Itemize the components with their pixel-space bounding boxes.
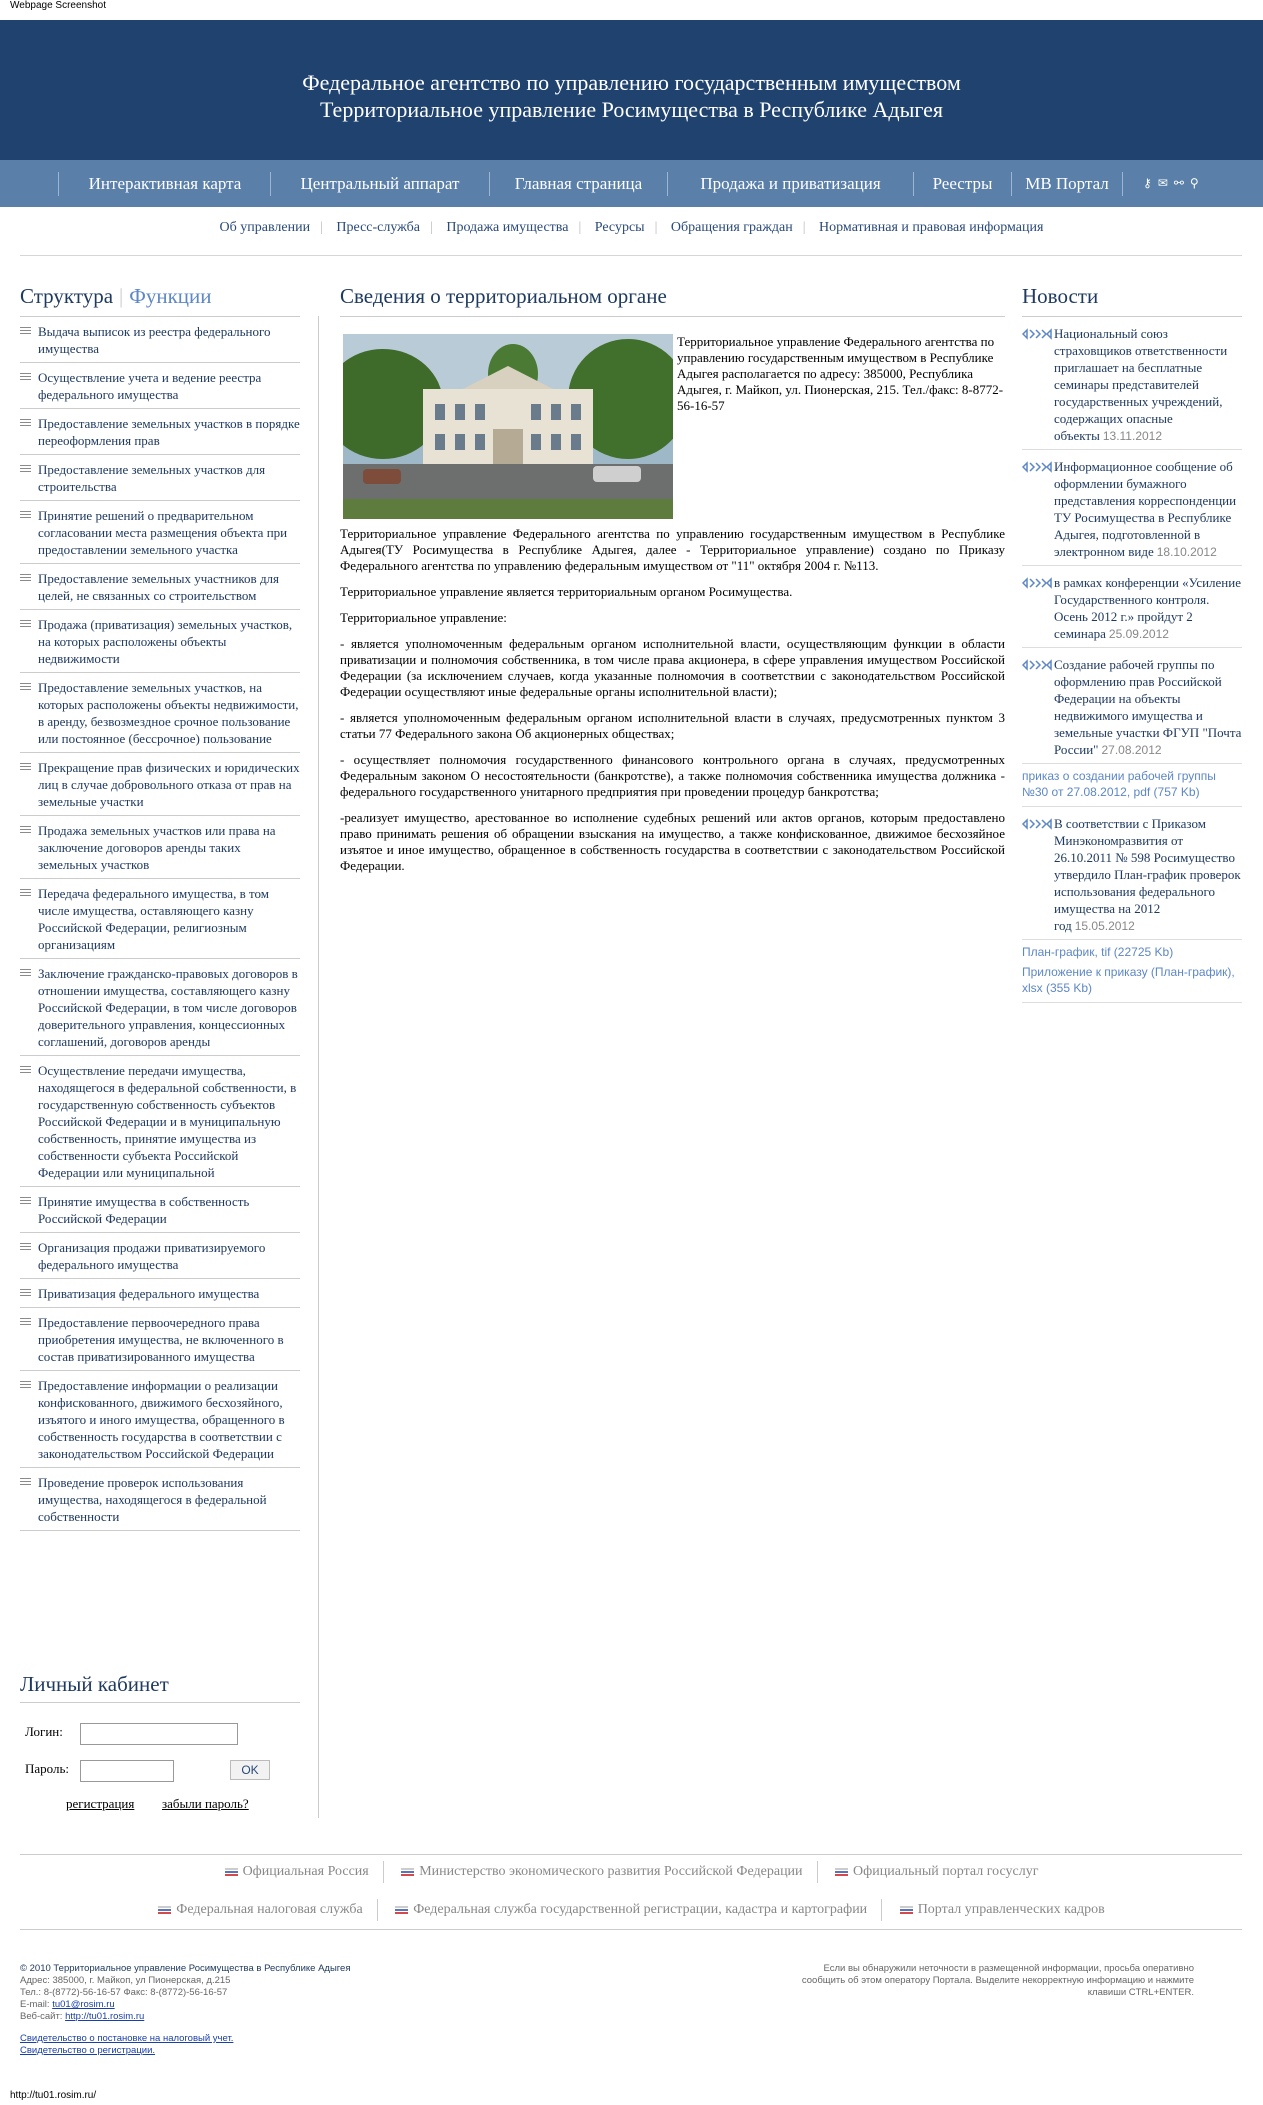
link-separator bbox=[881, 1899, 882, 1921]
list-icon bbox=[20, 620, 34, 667]
list-icon bbox=[20, 327, 34, 357]
sidebar-item[interactable] bbox=[20, 1056, 300, 1187]
address-text: Территориальное управление Федерального агентства по управлению государственным имуществом в Республике Адыгея располагается по адресу: 385000, Республика Адыгея, г. Майкоп, ул. Пионерская, 215. Тел./факс: 8-8772-56-16-57 bbox=[677, 334, 1004, 413]
about-text bbox=[340, 526, 1005, 884]
website-label: Веб-сайт: bbox=[20, 2011, 63, 2022]
list-icon bbox=[20, 511, 34, 558]
subnav-property-sale[interactable]: Продажа имущества bbox=[446, 220, 569, 235]
sidebar-item-label: Осуществление передачи имущества, находящегося в федеральной собственности, в государственную собственность субъектов Российской Федерации и в муниципальную собственность, принятие имущества из собственности субъекта Российской Федерации или муниципальной bbox=[38, 1063, 297, 1180]
sidebar-item-label: Осуществление учета и ведение реестра федерального имущества bbox=[38, 370, 262, 402]
main-content bbox=[340, 284, 1005, 873]
news-text bbox=[1054, 574, 1242, 643]
sidebar-item-label: Выдача выписок из реестра федерального имущества bbox=[38, 324, 271, 356]
link-separator bbox=[377, 1899, 378, 1921]
attachment-list bbox=[1022, 940, 1242, 1003]
news-text bbox=[1054, 815, 1242, 935]
paragraph: Территориальное управление Федерального агентства по управлению государственным имуществом в Республике Адыгея(ТУ Росимущества в Республике Адыгея, далее - Территориальное управление) создано по Приказу Федерального агентства по управлению федеральным имуществом от "11" октября 2004 г. №113. bbox=[340, 526, 1005, 573]
email-link[interactable]: tu01@rosim.ru bbox=[52, 1999, 115, 2010]
sidebar-item[interactable] bbox=[20, 455, 300, 501]
news-headline[interactable]: В соответствии с Приказом Минэкономразвития от 26.10.2011 № 598 Росимущество утвердило План-график проверок использования федерального имущества на 2012 год bbox=[1054, 816, 1241, 933]
news-headline[interactable]: Информационное сообщение об оформлении бумажного представления корреспонденции ТУ Росимущества в Республике Адыгея, подготовленной в электронном виде bbox=[1054, 459, 1237, 559]
partner-links-row2 bbox=[0, 1898, 1263, 1922]
tab-separator: | bbox=[119, 284, 124, 308]
registration-certificate-link[interactable]: Свидетельство о регистрации. bbox=[20, 2045, 156, 2056]
subnav-separator: | bbox=[430, 220, 433, 235]
link-official-russia[interactable] bbox=[211, 1864, 383, 1879]
flag-icon bbox=[835, 1868, 848, 1876]
news-item[interactable] bbox=[1022, 566, 1242, 648]
news-icon bbox=[1022, 460, 1054, 561]
divider bbox=[20, 1854, 1242, 1855]
link-label: Федеральная налоговая служба bbox=[176, 1902, 363, 1917]
sidebar-item-label: Принятие решений о предварительном согласовании места размещения объекта при предоставлении земельного участка bbox=[38, 508, 288, 557]
flag-icon bbox=[401, 1868, 414, 1876]
list-icon bbox=[20, 1197, 34, 1227]
list-icon bbox=[20, 1289, 34, 1302]
building-photo bbox=[343, 334, 673, 519]
attachment-link[interactable]: приказ о создании рабочей группы №30 от 27.08.2012, pdf (757 Kb) bbox=[1022, 769, 1216, 799]
news-item[interactable] bbox=[1022, 317, 1242, 450]
nav-interactive-map[interactable]: Интерактивная карта bbox=[88, 174, 242, 193]
sidebar-item-label: Приватизация федерального имущества bbox=[38, 1286, 260, 1301]
news-icon bbox=[1022, 327, 1054, 445]
link-tax-service[interactable] bbox=[144, 1902, 376, 1917]
attachment-link[interactable]: План-график, tif (22725 Kb) bbox=[1022, 945, 1174, 959]
list-icon bbox=[20, 1066, 34, 1181]
paragraph: Территориальное управление является территориальным органом Росимущества. bbox=[340, 584, 793, 599]
sidebar-item[interactable] bbox=[20, 1308, 300, 1371]
sidebar-item-label: Продажа (приватизация) земельных участков, на которых расположены объекты недвижимости bbox=[38, 617, 293, 666]
functions-list bbox=[20, 317, 300, 1531]
link-label: Официальный портал госуслуг bbox=[853, 1864, 1039, 1879]
link-separator bbox=[817, 1861, 818, 1883]
search-icon[interactable]: ⚲ bbox=[1189, 176, 1205, 190]
sidebar-item-label: Предоставление земельных участков, на которых расположены объекты недвижимости, в аренду, безвозмездное срочное пользование или постоянное (бессрочное) пользование bbox=[38, 680, 299, 746]
subnav-separator: | bbox=[802, 220, 806, 235]
nav-sale-privatization[interactable]: Продажа и приватизация bbox=[700, 174, 881, 193]
list-icon bbox=[20, 465, 34, 495]
password-label: Пароль: bbox=[25, 1761, 70, 1776]
news-headline[interactable]: Создание рабочей группы по оформлению прав Российской Федерации на объекты недвижимого имущества и земельные участки ФГУП "Почта России" bbox=[1054, 657, 1242, 757]
sidebar-item[interactable] bbox=[20, 564, 300, 610]
subnav-separator: | bbox=[654, 220, 658, 235]
subnav-about[interactable]: Об управлении bbox=[219, 220, 311, 235]
sidebar-item[interactable] bbox=[20, 1187, 300, 1233]
news-text bbox=[1054, 656, 1242, 759]
link-gosuslugi[interactable] bbox=[821, 1864, 1052, 1879]
list-icon bbox=[20, 1381, 34, 1462]
sidebar-item-label: Предоставление земельных участков для строительства bbox=[38, 462, 266, 494]
paragraph: - является уполномоченным федеральным органом исполнительной власти, осуществляющим функции в области приватизации и полномочия собственника, в том числе права акционера, в сфере управления имуществом Российской Федерации (за исключением случаев, когда указанные полномочия в соответствии с законодательством Российской Федерации осуществляют иные федеральные органы исполнительной власти); bbox=[340, 636, 1005, 699]
sidebar-item[interactable] bbox=[20, 409, 300, 455]
news-headline[interactable]: Национальный союз страховщиков ответственности приглашает на бесплатные семинары представителей государственных учреждений, содержащих опасные объекты bbox=[1054, 326, 1228, 443]
nav-central-office[interactable]: Центральный аппарат bbox=[300, 174, 460, 193]
paragraph: - осуществляет полномочия государственного финансового контрольного органа в случаях, предусмотренных Федеральным законом О несостоятельности (банкротстве), а также полномочия собственника имущества должника - федерального государственного унитарного предприятия при проведении процедур банкротства; bbox=[340, 752, 1005, 799]
sidebar-item-label: Предоставление первоочередного права приобретения имущества, не включенного в состав приватизированного имущества bbox=[38, 1315, 284, 1364]
flag-icon bbox=[395, 1906, 408, 1914]
window-title: Webpage Screenshot bbox=[10, 0, 106, 11]
main-nav bbox=[0, 160, 1263, 207]
divider bbox=[20, 255, 1242, 256]
link-label: Федеральная служба государственной регистрации, кадастра и картографии bbox=[413, 1902, 868, 1917]
nav-registries[interactable]: Реестры bbox=[932, 174, 993, 193]
news-date: 25.09.2012 bbox=[1108, 627, 1169, 641]
sitemap-icon[interactable]: ⚯ bbox=[1173, 176, 1190, 190]
divider bbox=[20, 1929, 1242, 1930]
sidebar-item[interactable] bbox=[20, 317, 300, 363]
list-icon bbox=[20, 373, 34, 403]
phone-line: Тел.: 8-(8772)-56-16-57 Факс: 8-(8772)-56-16-57 bbox=[20, 1987, 228, 1998]
news-date: 18.10.2012 bbox=[1156, 545, 1217, 559]
nav-mv-portal[interactable]: МВ Портал bbox=[1025, 174, 1109, 193]
subnav-press[interactable]: Пресс-служба bbox=[336, 220, 421, 235]
paragraph: - является уполномоченным федеральным органом исполнительной власти в случаях, предусмотренных пунктом 3 статьи 77 Федерального закона Об акционерных обществах; bbox=[340, 710, 1005, 741]
personal-cabinet bbox=[20, 1672, 300, 1811]
sidebar-item[interactable] bbox=[20, 816, 300, 879]
status-bar-url: http://tu01.rosim.ru/ bbox=[10, 2090, 97, 2101]
link-label: Министерство экономического развития Российской Федерации bbox=[419, 1864, 803, 1879]
password-input[interactable] bbox=[80, 1760, 174, 1782]
sidebar-item[interactable] bbox=[20, 673, 300, 753]
sidebar-item-label: Предоставление земельных участников для целей, не связанных со строительством bbox=[38, 571, 280, 603]
nav-separator bbox=[58, 172, 59, 196]
sidebar-item-label: Предоставление информации о реализации конфискованного, движимого бесхозяйного, изъятого и иного имущества, обращенного в собственность государства в соответствии с законодательством Российской Федерации bbox=[38, 1378, 285, 1461]
news-date: 15.05.2012 bbox=[1074, 919, 1135, 933]
list-icon bbox=[20, 1243, 34, 1273]
link-separator bbox=[383, 1861, 384, 1883]
sidebar-item-label: Принятие имущества в собственность Российской Федерации bbox=[38, 1194, 250, 1226]
partner-links-row1 bbox=[0, 1860, 1263, 1884]
news-icon bbox=[1022, 817, 1054, 935]
list-icon bbox=[20, 969, 34, 1050]
sidebar-item-label: Заключение гражданско-правовых договоров в отношении имущества, составляющего казну Российской Федерации, в том числе договоров доверительного управления, концессионных соглашений, договоров аренды bbox=[38, 966, 298, 1049]
key-icon[interactable]: ⚷ bbox=[1143, 176, 1158, 190]
flag-icon bbox=[158, 1906, 171, 1914]
copyright-text: © 2010 Территориальное управление Росимущества в Республике Адыгея bbox=[20, 1963, 351, 1974]
sidebar-item[interactable] bbox=[20, 1233, 300, 1279]
tab-functions[interactable]: Функции bbox=[129, 284, 212, 308]
login-input[interactable] bbox=[80, 1723, 238, 1745]
news-text bbox=[1054, 458, 1242, 561]
column-divider bbox=[318, 316, 319, 1818]
sidebar-item[interactable] bbox=[20, 879, 300, 959]
link-rosreestr[interactable] bbox=[381, 1902, 881, 1917]
news-sidebar bbox=[1022, 284, 1242, 1003]
news-item[interactable] bbox=[1022, 450, 1242, 566]
news-icon bbox=[1022, 576, 1054, 643]
attachment-link[interactable]: Приложение к приказу (План-график), xlsx (355 Kb) bbox=[1022, 965, 1235, 995]
news-date: 13.11.2012 bbox=[1102, 429, 1163, 443]
left-sidebar bbox=[20, 284, 300, 1531]
site-header bbox=[0, 20, 1263, 160]
cabinet-title: Личный кабинет bbox=[20, 1672, 300, 1703]
flag-icon bbox=[225, 1868, 238, 1876]
sidebar-item-label: Проведение проверок использования имущества, находящегося в федеральной собственности bbox=[38, 1475, 267, 1524]
sidebar-item[interactable] bbox=[20, 753, 300, 816]
subnav-separator: | bbox=[578, 220, 582, 235]
list-icon bbox=[20, 683, 34, 747]
footer-contacts bbox=[20, 1963, 520, 2057]
news-item[interactable] bbox=[1022, 648, 1242, 764]
sidebar-tabs bbox=[20, 284, 300, 317]
sidebar-item[interactable] bbox=[20, 1279, 300, 1308]
paragraph: Территориальное управление: bbox=[340, 610, 507, 625]
error-report-notice: Если вы обнаружили неточности в размещенной информации, просьба оперативно сообщить об этом оператору Портала. Выделите некорректную информацию и нажмите клавиши CTRL+ENTER. bbox=[801, 1963, 1194, 1998]
nav-home[interactable]: Главная страница bbox=[514, 174, 643, 193]
subnav-legal-info[interactable]: Нормативная и правовая информация bbox=[819, 220, 1044, 235]
email-line bbox=[20, 1999, 520, 2011]
sidebar-item[interactable] bbox=[20, 1468, 300, 1531]
news-icon bbox=[1022, 658, 1054, 759]
link-label: Официальная Россия bbox=[242, 1864, 369, 1879]
header-title-line1: Федеральное агентство по управлению государственным имуществом bbox=[302, 70, 961, 95]
sub-nav bbox=[0, 220, 1263, 236]
tax-registration-link[interactable]: Свидетельство о постановке на налоговый учет. bbox=[20, 2033, 234, 2044]
address-line: Адрес: 385000, г. Майкоп, ул Пионерская, д.215 bbox=[20, 1975, 231, 1986]
register-link[interactable]: регистрация bbox=[66, 1796, 135, 1811]
paragraph: -реализует имущество, арестованное во исполнение судебных решений или актов органов, которым предоставлено право принимать решения об обращении взыскания на имущество, а также конфискованное, движимое бесхозяйное изъятое и иное имущество, обращенное в собственность государства в соответствии с законодательством Российской Федерации. bbox=[340, 810, 1005, 873]
email-label: E-mail: bbox=[20, 1999, 50, 2010]
list-icon bbox=[20, 826, 34, 873]
page-title: Сведения о территориальном органе bbox=[340, 284, 1005, 317]
link-label: Портал управленческих кадров bbox=[917, 1902, 1105, 1917]
news-text bbox=[1054, 325, 1242, 445]
link-ministry-economy[interactable] bbox=[387, 1864, 816, 1879]
list-icon bbox=[20, 419, 34, 449]
list-icon bbox=[20, 574, 34, 604]
flag-icon bbox=[900, 1906, 913, 1914]
news-date: 27.08.2012 bbox=[1101, 743, 1162, 757]
tab-structure[interactable]: Структура bbox=[20, 284, 114, 308]
sidebar-item-label: Продажа земельных участков или права на заключение договоров аренды таких земельных участков bbox=[38, 823, 276, 872]
nav-icons bbox=[1143, 160, 1205, 207]
sidebar-item-label: Предоставление земельных участков в порядке переоформления прав bbox=[38, 416, 300, 448]
link-management-personnel[interactable] bbox=[886, 1902, 1119, 1917]
sidebar-item[interactable] bbox=[20, 501, 300, 564]
sidebar-item[interactable] bbox=[20, 959, 300, 1056]
header-title-line2: Территориальное управление Росимущества в Республике Адыгея bbox=[319, 97, 944, 122]
website-line bbox=[20, 2011, 520, 2023]
subnav-resources[interactable]: Ресурсы bbox=[594, 220, 645, 235]
subnav-citizen-appeals[interactable]: Обращения граждан bbox=[670, 220, 793, 235]
list-icon bbox=[20, 763, 34, 810]
attachment-list bbox=[1022, 764, 1242, 807]
news-headline[interactable]: в рамках конференции «Усиление Государственного контроля. Осень 2012 г.» пройдут 2 семинара bbox=[1054, 575, 1241, 641]
mail-icon[interactable]: ✉ bbox=[1157, 176, 1174, 190]
sidebar-item[interactable] bbox=[20, 610, 300, 673]
nav-separator bbox=[1122, 172, 1123, 196]
login-label: Логин: bbox=[25, 1724, 63, 1739]
sidebar-item-label: Передача федерального имущества, в том числе имущества, оставляющего казну Российской Федерации, религиозным организациям bbox=[38, 886, 269, 952]
news-list bbox=[1022, 317, 1242, 1003]
sidebar-item-label: Прекращение прав физических и юридических лиц в случае добровольного отказа от прав на земельные участки bbox=[38, 760, 300, 809]
subnav-separator: | bbox=[320, 220, 323, 235]
sidebar-item-label: Организация продажи приватизируемого федерального имущества bbox=[38, 1240, 266, 1272]
list-icon bbox=[20, 889, 34, 953]
list-icon bbox=[20, 1318, 34, 1365]
sidebar-item[interactable] bbox=[20, 363, 300, 409]
website-link[interactable]: http://tu01.rosim.ru bbox=[65, 2011, 145, 2022]
forgot-password-link[interactable]: забыли пароль? bbox=[162, 1796, 249, 1811]
ok-button[interactable]: OK bbox=[230, 1760, 270, 1780]
list-icon bbox=[20, 1478, 34, 1525]
news-title: Новости bbox=[1022, 284, 1242, 317]
sidebar-item[interactable] bbox=[20, 1371, 300, 1468]
news-item[interactable] bbox=[1022, 807, 1242, 940]
